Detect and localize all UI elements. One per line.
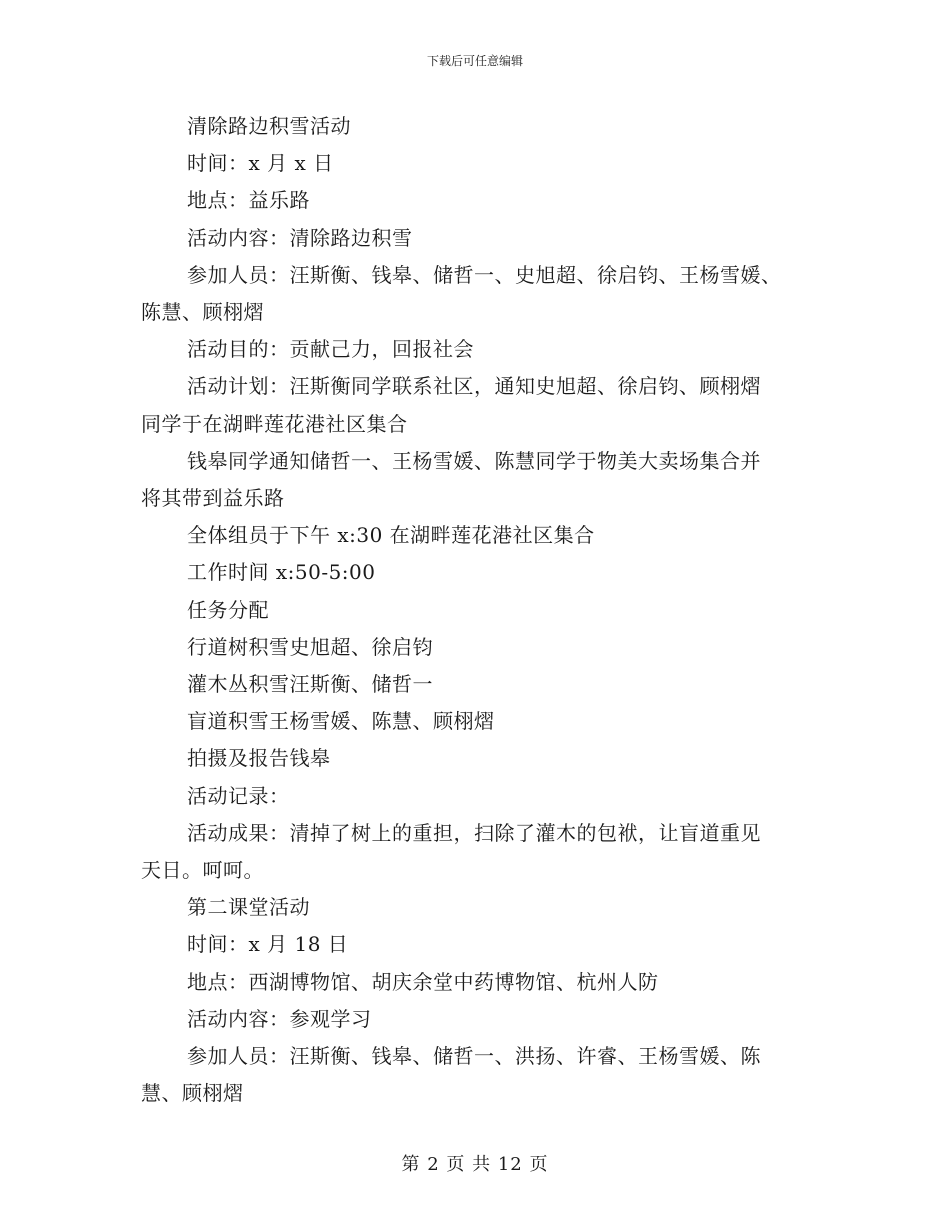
- text-line: 行道树积雪史旭超、徐启钧: [187, 634, 433, 659]
- text-line: 活动记录：: [187, 783, 290, 808]
- page-footer: 第 2 页 共 12 页: [401, 1154, 549, 1175]
- text-line: 盲道积雪王杨雪媛、陈慧、顾栩熠: [187, 709, 495, 734]
- text-line: 同学于在湖畔莲花港社区集合: [141, 411, 408, 436]
- text-line: 地点：益乐路: [187, 188, 310, 213]
- text-line: 钱皋同学通知储哲一、王杨雪媛、陈慧同学于物美大卖场集合并: [187, 448, 761, 473]
- text-line: 时间：x 月 x 日: [187, 151, 334, 176]
- text-line: 清除路边积雪活动: [187, 114, 351, 138]
- text-line: 全体组员于下午 x:30 在湖畔莲花港社区集合: [187, 523, 595, 548]
- text-line: 活动计划：汪斯衡同学联系社区，通知史旭超、徐启钧、顾栩熠: [187, 374, 761, 399]
- text-line: 慧、顾栩熠: [141, 1081, 244, 1106]
- text-line: 工作时间 x:50-5:00: [187, 560, 376, 585]
- text-line: 陈慧、顾栩熠: [141, 300, 264, 325]
- text-line: 时间：x 月 18 日: [187, 932, 349, 957]
- text-line: 灌木丛积雪汪斯衡、储哲一: [187, 672, 433, 697]
- header-note: 下载后可任意编辑: [426, 54, 523, 68]
- text-line: 活动内容：清除路边积雪: [187, 225, 413, 250]
- text-line: 天日。呵呵。: [141, 858, 264, 883]
- text-line: 参加人员：汪斯衡、钱皋、储哲一、史旭超、徐启钧、王杨雪媛、: [187, 262, 782, 287]
- text-line: 参加人员：汪斯衡、钱皋、储哲一、洪扬、许睿、王杨雪媛、陈: [187, 1044, 761, 1069]
- text-line: 活动内容：参观学习: [187, 1006, 372, 1031]
- text-line: 活动成果：清掉了树上的重担，扫除了灌木的包袱，让盲道重见: [187, 820, 761, 845]
- text-line: 任务分配: [187, 597, 269, 622]
- document-body: [141, 108, 813, 1112]
- text-line: 第二课堂活动: [187, 895, 310, 920]
- text-line: 拍摄及报告钱皋: [187, 746, 331, 771]
- text-line: 活动目的：贡献己力，回报社会: [187, 337, 474, 362]
- text-line: 将其带到益乐路: [141, 486, 285, 511]
- text-line: 地点：西湖博物馆、胡庆余堂中药博物馆、杭州人防: [187, 969, 659, 994]
